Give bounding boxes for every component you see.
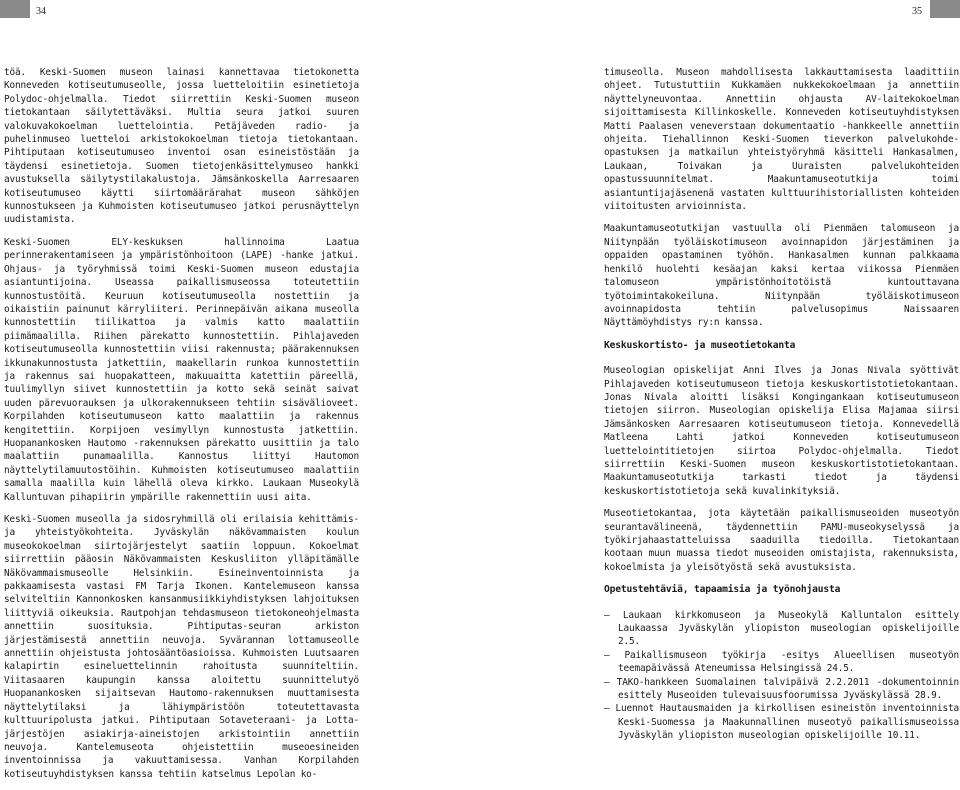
list-item: – Laukaan kirkkomuseon ja Museokylä Kalluntalon esittely Laukaassa Jyväskylän yliopiston museologian opiskelijoille 2.5.	[604, 609, 959, 649]
paragraph: Museotietokantaa, jota käytetään paikallismuseoiden museotyön seurantavälineenä, täydennettiin PAMU-museokyselyssä ja työkirjahaastatteluissa saaduilla tiedoilla. Tietokantaan kootaan muun muassa tiedot museoiden omistajista, rakennuksista, kokoelmista ja yleisötyöstä sekä avustuksista.	[604, 508, 959, 573]
page-number-left: 34	[36, 6, 46, 17]
paragraph: Keski-Suomen ELY-keskuksen hallinnoima Laatua perinnerakentamiseen ja ympäristönhoitoon (LAPE) -hanke jatkui. Ohjaus- ja työryhmissä toimi Keski-Suomen museon edustajia asiantuntijoina. Useassa paikallismuseossa toteutettiin kunnostustöitä. Keuruun kotiseutumuseolla nostettiin ja oikaistiin painunut kärryliiteri. Perinnepäivän aikana museolla kunnostettiin tiilikattoa ja valmis katto maalattiin piimämaalilla. Riihen pärekatto kunnostettiin. Pihlajaveden kotiseutumuseolla kunnostettiin viisi rakennusta; päärakennuksen ikkunakunnostusta jatkettiin, maakellarin runkoa kunnostettiin ja rakennus sai huopakatteen, makuuaitta katettiin päreellä, tuulimyllyn siivet kunnostettiin ja kotto sekä seinät saivat uuden pärevuorauksen ja ulkorakennukseen tehtiin sisävälioveet. Korpilahden kotiseutumuseon katto maalattiin ja rakennus kengitettiin. Korpijoen vesimyllyn kunnostusta jatkettiin. Huopanankosken Hautomo -rakennuksen pärekatto uusittiin ja talo maalattiin punamaalilla. Kannostus liittyi Hautomon näyttelytilamuutostöihin. Kuhmoisten kotiseutumuseo maalattiin samalla maalilla kuin lähellä oleva kirkko. Laukaan Museokylä Kalluntuvan pihapiirin ympärille rakennettiin uusi aita.	[4, 236, 359, 503]
section-heading: Keskuskortisto- ja museotietokanta	[604, 339, 796, 351]
corner-tab-right	[930, 0, 960, 18]
paragraph: Maakuntamuseotutkijan vastuulla oli Pienmäen talomuseon ja Niitynpään työläiskotimuseon avoinnapidon järjestäminen ja oppaiden opastaminen työhön. Hankasalmen kunnan palkkaama henkilö huolehti kesäajan kaksi kertaa viikossa Pienmäen talomuseon ympäristönhoitotöistä kuntouttavana työtoimintakokeiluna. Niitynpään työläiskotimuseon avoinnapidosta tehtiin palvelusopimus Naissaaren Näyttämöyhdistys ry:n kanssa.	[604, 223, 959, 329]
list-item: – Luennot Hautausmaiden ja kirkollisen esineistön inventoinnista Keski-Suomessa ja Maakunnallinen museotyö paikallismuseoissa Jyväskylän yliopiston museologian opiskelijoille 10.11.	[604, 702, 959, 742]
right-column	[604, 66, 959, 743]
list-item: – Paikallismuseon työkirja -esitys Alueellisen museotyön teemapäivässä Ateneumissa Helsingissä 24.5.	[604, 649, 959, 676]
list-item: – TAKO-hankkeen Suomalainen talvipäivä 2.2.2011 -dokumentoinnin esittely Museoiden tulevaisuusfoorumissa Jyväskylässä 28.9.	[604, 676, 959, 703]
paragraph: Museologian opiskelijat Anni Ilves ja Jonas Nivala syöttivät Pihlajaveden kotiseutumuseon tietoja keskuskortistotietokantaan. Jonas Nivala aloitti lisäksi Kongingankaan kotiseutumuseon tietojen siirron. Museologian opiskelija Elisa Majamaa siirsi Jämsänkosken Aarresaaren kotiseutumuseon tietoja. Konnevedellä Matleena Lahti jatkoi Konneveden kotiseutumuseon luettelointitietojen siirtoa Polydoc-ohjelmalla. Tiedot siirrettiin Keski-Suomen museon keskuskortistotietokantaan. Maakuntamuseotutkija tarkasti tiedot ja täydensi keskuskortistotietoja sekä kuvalinkityksiä.	[604, 365, 959, 497]
paragraph: Keski-Suomen museolla ja sidosryhmillä oli erilaisia kehittämis- ja yhteistyökohteita. Jyväskylän näkövammaisten koulun museokokoelman siirtojärjestelyt saatiin loppuun. Kokoelmat siirrettiin pääosin Näkövammaisten Keskusliiton ylläpitämälle Näkövammaismuseolle Helsinkiin. Esineinventoinnista ja pakkaamisesta vastasi FM Tarja Ikonen. Kantelemuseon kanssa selviteltiin Kannonkosken kansanmusiikkiyhdistyksen lahjoituksen liittyviä oikeuksia. Rautpohjan tehdasmuseon tietokoneohjelmasta annettiin suosituksia. Pihtiputas-seuran arkiston järjestämisestä annettiin neuvoja. Syvärannan lottamuseolle annettiin ohjeistusta johtosääntöasioissa. Kuhmoisten Luutsaaren kalapirtin esineluettelinnin rahoitusta suunniteltiin. Viitasaaren kaupungin kanssa aloitettu suunnittelutyö Huopanankosken sijaitsevan Hautomo-rakennuksen muuttamisesta näyttelytilaksi ja lähiympäristöön toteutettavasta kulttuuripolusta jatkui. Pihtiputaan Sotaveteraani- ja Lotta-järjestöjen asiakirja-aineistojen arkistointiin annettiin neuvoja. Kantelemuseota ohjeistettiin museoesineiden inventoinnissa ja vakuuttamisessa. Vanhan Korpilahden kotiseutuyhdistyksen kanssa tehtiin katselmus Lepolan ko-	[4, 514, 359, 780]
page-number-right: 35	[912, 6, 922, 17]
corner-tab-left	[0, 0, 30, 18]
teaching-list	[604, 609, 959, 743]
paragraph: töä. Keski-Suomen museon lainasi kannettavaa tietokonetta Konneveden kotiseutumuseolle, jossa luetteloitiin esinetietoja Polydoc-ohjelmalla. Tiedot siirrettiin Keski-Suomen museon tietokantaan säilytettäväksi. Multia seura jatkoi suuren valokuvakokoelman luettelointia. Petäjäveden radio- ja puhelinmuseo luetteloi arkistokokoelman tietoja tietokantaan. Pihtiputaan kotiseutumuseo inventoi osan esineistöstään ja täydensi esinetietoja. Suomen tietojenkäsittelymuseo hankki avustuksella säilytystilakalustoja. Jämsänkoskella Aarresaaren kotiseutumuseo käytti siirtomäärärahat museon sähköjen kunnostukseen ja Kuhmoisten kotiseutumuseo jatkoi perusnäyttelyn uudistamista.	[4, 67, 359, 226]
section-heading: Opetustehtäviä, tapaamisia ja työnohjausta	[604, 584, 841, 596]
paragraph: timuseolla. Museon mahdollisesta lakkauttamisesta laadittiin ohjeet. Tutustuttiin Kukkamäen nukkekokoelmaan ja annettiin näyttelyneuvontaa. Annettiin ohjausta AV-laitekokoelman sijoittamisesta Killinkoskelle. Konneveden kotiseutuyhdistyksen Matti Paalasen veneverstaan dokumentaatio -hankkeelle annettiin ohjeita. Tiehallinnon Keski-Suomen tieverkon palvelukohde-opastuksen ja matkailun yhteistyöryhmä käsitteli Hankasalmen, Laukaan, Toivakan ja Uuraisten palvelukohteiden opastussuunnitelmat. Maakuntamuseotutkija toimi asiantuntijajäsenenä vastaten kulttuurihistoriallisten kohteiden viitoitusten arvioinnista.	[604, 67, 959, 213]
left-column	[4, 66, 359, 790]
